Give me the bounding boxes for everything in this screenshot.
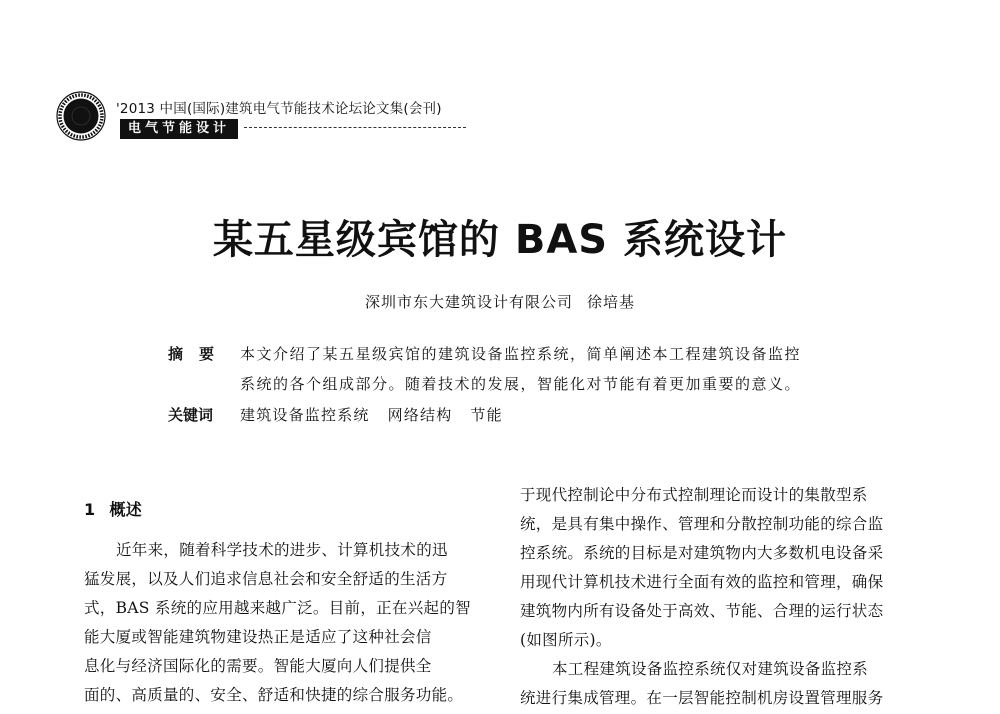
conference-emblem-icon: [56, 91, 106, 141]
body-line: 式，BAS 系统的应用越来越广泛。目前，正在兴起的智: [84, 599, 471, 617]
body-line: 能大厦或智能建筑物建设热正是适应了这种社会信: [84, 628, 432, 646]
body-line: 近年来，随着科学技术的进步、计算机技术的迅: [116, 541, 448, 559]
keywords-label: 关键词: [168, 406, 214, 424]
keywords-list: [240, 404, 521, 425]
body-line: 猛发展，以及人们追求信息社会和安全舒适的生活方: [84, 570, 448, 588]
body-line: 建筑物内所有设备处于高效、节能、合理的运行状态: [520, 602, 884, 620]
byline: [0, 291, 1000, 312]
left-column: [84, 494, 504, 710]
affiliation: 深圳市东大建筑设计有限公司: [364, 293, 573, 311]
body-line: 用现代计算机技术进行全面有效的监控和管理，确保: [520, 573, 884, 591]
section-title: 概述: [109, 500, 143, 519]
paper-title: 某五星级宾馆的 BAS 系统设计: [212, 217, 788, 263]
body-line: 面的、高质量的、安全、舒适和快捷的综合服务功能。: [84, 686, 464, 704]
abstract-line: 本文介绍了某五星级宾馆的建筑设备监控系统，简单阐述本工程建筑设备监控: [240, 345, 802, 363]
section-heading: [84, 494, 504, 526]
keyword: 网络结构: [387, 406, 453, 424]
author: 徐培基: [587, 293, 636, 311]
body-line: 统，是具有集中操作、管理和分散控制功能的综合监: [520, 515, 884, 533]
journal-title: '2013 中国(国际)建筑电气节能技术论坛论文集(会刊): [116, 101, 442, 117]
section-tag: 电气节能设计: [120, 119, 238, 139]
body-line: 统进行集成管理。在一层智能控制机房设置管理服务: [520, 689, 884, 707]
abstract-label: 摘要: [168, 345, 231, 363]
body-line: 本工程建筑设备监控系统仅对建筑设备监控系: [552, 660, 869, 678]
abstract-line: 系统的各个组成部分。随着技术的发展，智能化对节能有着更加重要的意义。: [240, 375, 802, 393]
body-line: 息化与经济国际化的需要。智能大厦向人们提供全: [84, 657, 432, 675]
body-line: 控系统。系统的目标是对建筑物内大多数机电设备采: [520, 544, 884, 562]
body-line: 于现代控制论中分布式控制理论而设计的集散型系: [520, 486, 868, 504]
section-number: 1: [84, 500, 96, 519]
body-line: (如图所示)。: [520, 631, 612, 649]
header-dashed-rule: [244, 127, 466, 128]
keyword: 建筑设备监控系统: [240, 406, 370, 424]
keyword: 节能: [470, 406, 503, 424]
right-column: [520, 481, 940, 713]
